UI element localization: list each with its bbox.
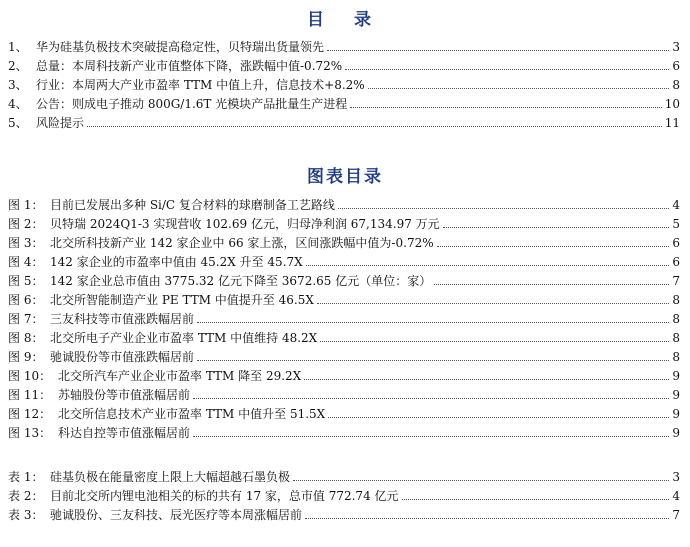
dot-leader [87,126,662,127]
toc-entry-page: 3 [672,40,680,54]
figure-entry-5[interactable] [8,270,680,288]
figure-number: 图 3： [8,236,44,250]
table-page: 4 [672,489,680,503]
figure-number: 图 10： [8,369,52,383]
figure-page: 8 [672,312,680,326]
figure-caption: 目前已发展出多种 Si/C 复合材料的球磨制备工艺路线 [50,198,335,212]
figure-number: 图 4： [8,255,44,269]
figure-number: 图 13： [8,426,52,440]
toc-entry-text: 行业：本周两大产业市盈率 TTM 中值上升，信息技术+8.2% [36,78,365,92]
toc-entry-text: 公告：则成电子推动 800G/1.6T 光模块产品批量生产进程 [36,97,348,111]
figure-page: 6 [672,236,680,250]
toc-entry-page: 10 [664,97,680,111]
table-number: 表 1： [8,470,44,484]
toc-entry-number: 2、 [8,59,28,73]
dot-leader [293,480,669,481]
figure-caption: 142 家企业的市盈率中值由 45.2X 升至 45.7X [50,255,303,269]
figure-page: 8 [672,293,680,307]
figure-number: 图 2： [8,217,44,231]
dot-leader [327,50,669,51]
toc-entry-text: 华为硅基负极技术突破提高稳定性，贝特瑞出货量领先 [36,40,325,54]
dot-leader [317,303,669,304]
figure-caption: 北交所智能制造产业 PE TTM 中值提升至 46.5X [50,293,314,307]
figure-page: 8 [672,350,680,364]
figures-title: 图表目录 [307,167,383,187]
table-page: 3 [672,470,680,484]
figure-caption: 北交所电子产业企业市盈率 TTM 中值维持 48.2X [50,331,318,345]
dot-leader [368,88,670,89]
toc-entry-text: 总量：本周科技新产业市值整体下降，涨跌幅中值-0.72% [36,59,343,73]
figure-number: 图 9： [8,350,44,364]
figure-entry-13[interactable] [8,422,680,440]
figure-page: 5 [672,217,680,231]
figure-entry-2[interactable] [8,213,680,231]
figure-caption: 科达自控等市值涨幅居前 [58,426,191,440]
figure-caption: 142 家企业总市值由 3775.32 亿元下降至 3672.65 亿元（单位：家） [50,274,432,288]
figure-caption: 苏轴股份等市值涨幅居前 [58,388,191,402]
dot-leader [193,436,669,437]
dot-leader [328,417,669,418]
toc-entry-page: 11 [664,116,680,130]
figure-entry-11[interactable] [8,384,680,402]
figure-number: 图 1： [8,198,44,212]
figure-caption: 三友科技等市值涨跌幅居前 [50,312,195,326]
table-caption: 驰诚股份、三友科技、辰光医疗等本周涨幅居前 [50,508,303,522]
table-entry-1[interactable] [8,466,680,484]
toc-entry-page: 6 [672,59,680,73]
figure-number: 图 7： [8,312,44,326]
figure-entry-10[interactable] [8,365,680,383]
figure-entry-6[interactable] [8,289,680,307]
figure-number: 图 6： [8,293,44,307]
figure-entry-12[interactable] [8,403,680,421]
toc-entry-1[interactable] [8,36,680,54]
figure-caption: 北交所信息技术产业市盈率 TTM 中值升至 51.5X [58,407,326,421]
dot-leader [197,360,669,361]
dot-leader [437,246,670,247]
dot-leader [304,379,669,380]
dot-leader [306,265,670,266]
figure-page: 7 [672,274,680,288]
figure-caption: 驰诚股份等市值涨跌幅居前 [50,350,195,364]
figure-entry-7[interactable] [8,308,680,326]
dot-leader [193,398,669,399]
toc-entry-number: 1、 [8,40,28,54]
table-caption: 目前北交所内锂电池相关的标的共有 17 家，总市值 772.74 亿元 [50,489,399,503]
table-number: 表 3： [8,508,44,522]
figure-number: 图 11： [8,388,52,402]
toc-entry-number: 3、 [8,78,28,92]
figure-page: 9 [672,407,680,421]
toc-entry-number: 4、 [8,97,28,111]
dot-leader [338,208,669,209]
toc-entry-text: 风险提示 [36,116,85,130]
figure-page: 9 [672,426,680,440]
dot-leader [443,227,670,228]
table-number: 表 2： [8,489,44,503]
toc-entry-number: 5、 [8,116,28,130]
figure-caption: 北交所汽车产业企业市盈率 TTM 降至 29.2X [58,369,302,383]
figure-page: 4 [672,198,680,212]
table-caption: 硅基负极在能量密度上限上大幅超越石墨负极 [50,470,291,484]
dot-leader [345,69,669,70]
dot-leader [197,322,669,323]
figure-entry-3[interactable] [8,232,680,250]
figure-page: 6 [672,255,680,269]
figure-page: 9 [672,388,680,402]
figure-page: 8 [672,331,680,345]
dot-leader [305,518,669,519]
table-entry-2[interactable] [8,485,680,503]
toc-entry-4[interactable] [8,93,680,111]
figure-entry-9[interactable] [8,346,680,364]
figure-entry-4[interactable] [8,251,680,269]
toc-entry-page: 8 [672,78,680,92]
figure-page: 9 [672,369,680,383]
toc-entry-5[interactable] [8,112,680,130]
figure-number: 图 8： [8,331,44,345]
dot-leader [434,284,669,285]
toc-entry-2[interactable] [8,55,680,73]
toc-entry-3[interactable] [8,74,680,92]
dot-leader [402,499,670,500]
figure-entry-8[interactable] [8,327,680,345]
dot-leader [320,341,669,342]
figure-entry-1[interactable] [8,194,680,212]
table-page: 7 [672,508,680,522]
figure-number: 图 12： [8,407,52,421]
contents-title: 目 录 [307,10,383,30]
dot-leader [350,107,661,108]
figure-caption: 北交所科技新产业 142 家企业中 66 家上涨，区间涨跌幅中值为-0.72% [50,236,434,250]
table-entry-3[interactable] [8,504,680,522]
figure-caption: 贝特瑞 2024Q1-3 实现营收 102.69 亿元，归母净利润 67,134.97 万元 [50,217,440,231]
figure-number: 图 5： [8,274,44,288]
